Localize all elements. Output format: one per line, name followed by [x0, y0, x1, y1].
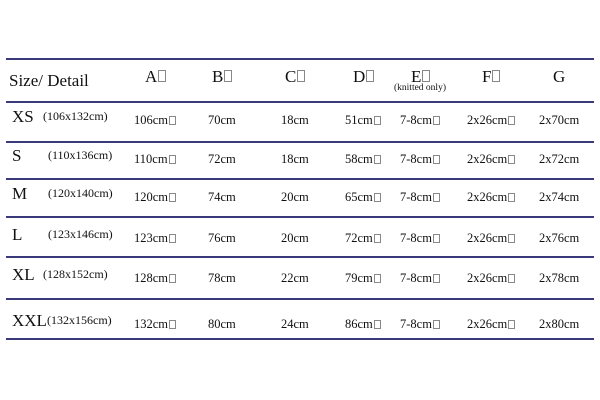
table-cell: 2x72cm [539, 152, 580, 166]
missing-glyph-box-icon [374, 193, 381, 202]
header-column-f [482, 68, 500, 85]
missing-glyph-box-icon [374, 116, 381, 125]
table-cell: 2x26cm [467, 114, 515, 127]
header-size-detail: Size/ Detail [9, 70, 89, 90]
table-cell: 76cm [208, 231, 236, 245]
table-cell: 20cm [281, 190, 309, 204]
size-label: XS [12, 107, 34, 126]
missing-glyph-box-icon [433, 193, 440, 202]
missing-glyph-box-icon [374, 234, 381, 243]
missing-glyph-box-icon [422, 70, 430, 82]
missing-glyph-box-icon [374, 320, 381, 329]
table-cell: 2x78cm [539, 271, 580, 285]
table-cell: 2x26cm [467, 191, 515, 204]
table-cell: 72cm [208, 152, 236, 166]
size-label: S [12, 146, 22, 165]
size-label: XL [12, 265, 35, 284]
header-letter: C [285, 67, 297, 86]
size-label: M [12, 184, 28, 203]
header-column-a [145, 68, 166, 85]
size-dimensions: (123x146cm) [48, 227, 113, 241]
table-cell: 128cm [134, 272, 176, 285]
table-cell: 106cm [134, 114, 176, 127]
table-rule [6, 298, 594, 300]
table-cell: 7-8cm [400, 318, 440, 331]
size-dimensions: (128x152cm) [43, 267, 108, 281]
missing-glyph-box-icon [433, 234, 440, 243]
missing-glyph-box-icon [508, 320, 515, 329]
table-cell: 22cm [281, 271, 309, 285]
table-cell: 80cm [208, 317, 236, 331]
missing-glyph-box-icon [508, 234, 515, 243]
size-dimensions: (120x140cm) [48, 186, 113, 200]
table-cell: 18cm [281, 113, 309, 127]
table-cell: 110cm [134, 153, 176, 166]
missing-glyph-box-icon [433, 155, 440, 164]
table-rule [6, 141, 594, 143]
missing-glyph-box-icon [169, 155, 176, 164]
table-cell: 7-8cm [400, 272, 440, 285]
missing-glyph-box-icon [169, 234, 176, 243]
missing-glyph-box-icon [492, 70, 500, 82]
missing-glyph-box-icon [224, 70, 232, 82]
table-cell: 2x74cm [539, 190, 580, 204]
size-dimensions: (110x136cm) [48, 148, 113, 162]
header-note: (knitted only) [394, 83, 446, 93]
table-cell: 7-8cm [400, 191, 440, 204]
table-cell: 2x26cm [467, 272, 515, 285]
table-cell: 2x70cm [539, 113, 580, 127]
missing-glyph-box-icon [508, 116, 515, 125]
missing-glyph-box-icon [433, 320, 440, 329]
table-rule [6, 178, 594, 180]
missing-glyph-box-icon [508, 274, 515, 283]
table-cell: 78cm [208, 271, 236, 285]
missing-glyph-box-icon [158, 70, 166, 82]
header-column-b [212, 68, 232, 85]
header-letter: A [145, 67, 158, 86]
table-cell: 86cm [345, 318, 381, 331]
table-cell: 58cm [345, 153, 381, 166]
table-cell: 74cm [208, 190, 236, 204]
table-rule [6, 58, 594, 60]
size-label: XXL [12, 311, 47, 330]
size-label: L [12, 225, 23, 244]
header-column-d [353, 68, 374, 85]
table-cell: 70cm [208, 113, 236, 127]
table-cell: 2x76cm [539, 231, 580, 245]
missing-glyph-box-icon [169, 274, 176, 283]
table-cell: 18cm [281, 152, 309, 166]
missing-glyph-box-icon [169, 193, 176, 202]
missing-glyph-box-icon [169, 320, 176, 329]
table-rule [6, 256, 594, 258]
table-cell: 51cm [345, 114, 381, 127]
header-letter: F [482, 67, 492, 86]
table-cell: 132cm [134, 318, 176, 331]
table-cell: 79cm [345, 272, 381, 285]
table-rule [6, 216, 594, 218]
table-cell: 123cm [134, 232, 176, 245]
header-letter: G [553, 67, 566, 86]
table-cell: 7-8cm [400, 232, 440, 245]
missing-glyph-box-icon [433, 274, 440, 283]
missing-glyph-box-icon [508, 155, 515, 164]
missing-glyph-box-icon [169, 116, 176, 125]
table-cell: 65cm [345, 191, 381, 204]
size-dimensions: (106x132cm) [43, 109, 108, 123]
table-cell: 2x26cm [467, 318, 515, 331]
header-letter: B [212, 67, 224, 86]
table-cell: 20cm [281, 231, 309, 245]
table-cell: 120cm [134, 191, 176, 204]
table-cell: 7-8cm [400, 153, 440, 166]
size-dimensions: (132x156cm) [47, 313, 112, 327]
missing-glyph-box-icon [374, 274, 381, 283]
header-column-g [553, 68, 565, 85]
header-letter: E [411, 67, 422, 86]
missing-glyph-box-icon [366, 70, 374, 82]
table-cell: 2x80cm [539, 317, 580, 331]
table-rule [6, 338, 594, 340]
missing-glyph-box-icon [297, 70, 305, 82]
table-cell: 24cm [281, 317, 309, 331]
table-cell: 2x26cm [467, 232, 515, 245]
table-cell: 2x26cm [467, 153, 515, 166]
missing-glyph-box-icon [433, 116, 440, 125]
table-cell: 72cm [345, 232, 381, 245]
header-column-c [285, 68, 305, 85]
missing-glyph-box-icon [374, 155, 381, 164]
header-letter: D [353, 67, 366, 86]
table-rule [6, 101, 594, 103]
table-cell: 7-8cm [400, 114, 440, 127]
missing-glyph-box-icon [508, 193, 515, 202]
